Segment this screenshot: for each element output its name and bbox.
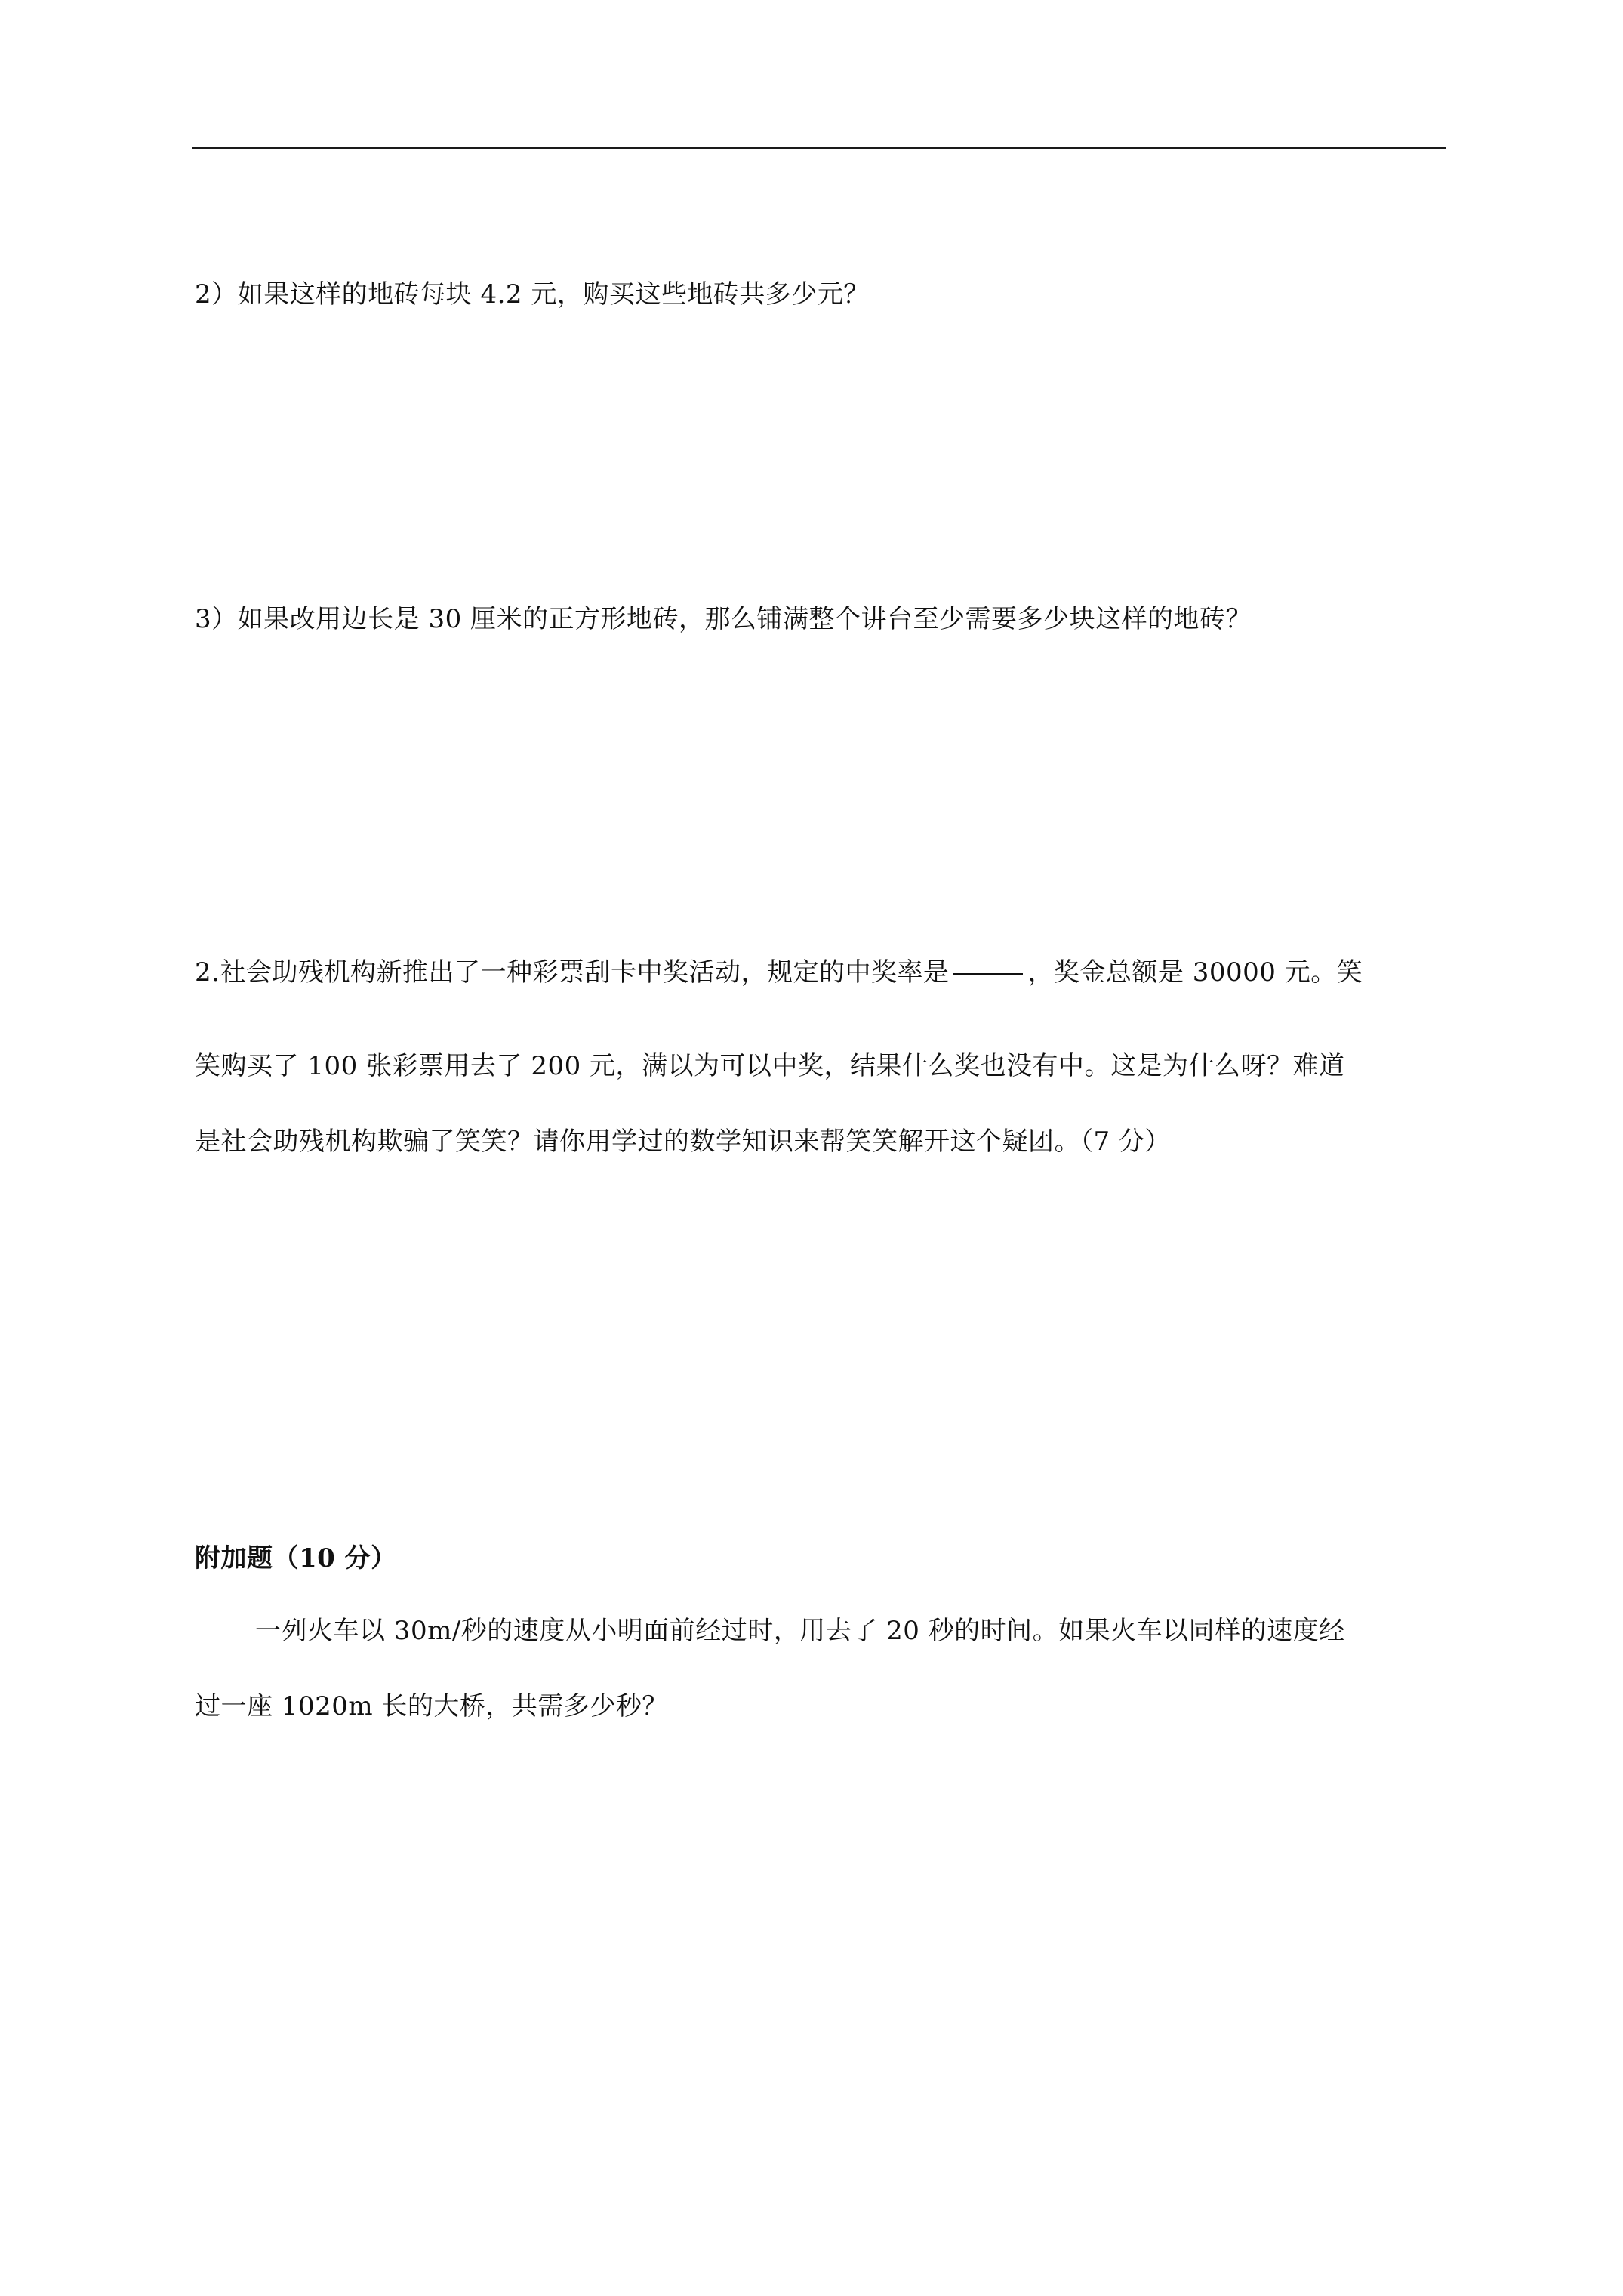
question-2-line-1-before: 2.社会助残机构新推出了一种彩票刮卡中奖活动，规定的中奖率是 xyxy=(195,957,950,988)
question-2-line-3: 是社会助残机构欺骗了笑笑？请你用学过的数学知识来帮笑笑解开这个疑团。（7 分） xyxy=(195,1126,1171,1157)
question-1-part-3: 3）如果改用边长是 30 厘米的正方形地砖，那么铺满整个讲台至少需要多少块这样的地砖？ xyxy=(195,604,1252,634)
question-2-line-1-after: ，奖金总额是 30000 元。笑 xyxy=(1027,957,1363,988)
bonus-line-2: 过一座 1020m 长的大桥，共需多少秒？ xyxy=(195,1691,668,1721)
bonus-title: 附加题（10 分） xyxy=(195,1543,397,1573)
header-rule xyxy=(192,147,1446,149)
fraction-blank xyxy=(953,973,1023,975)
bonus-line-1: 一列火车以 30m/秒的速度从小明面前经过时，用去了 20 秒的时间。如果火车以同样的速度经 xyxy=(255,1616,1345,1646)
question-2-line-2: 笑购买了 100 张彩票用去了 200 元，满以为可以中奖，结果什么奖也没有中。这是为什么呀？难道 xyxy=(195,1051,1345,1081)
question-1-part-2: 2）如果这样的地砖每块 4.2 元，购买这些地砖共多少元？ xyxy=(195,279,870,310)
question-2-line-1 xyxy=(195,956,1363,989)
